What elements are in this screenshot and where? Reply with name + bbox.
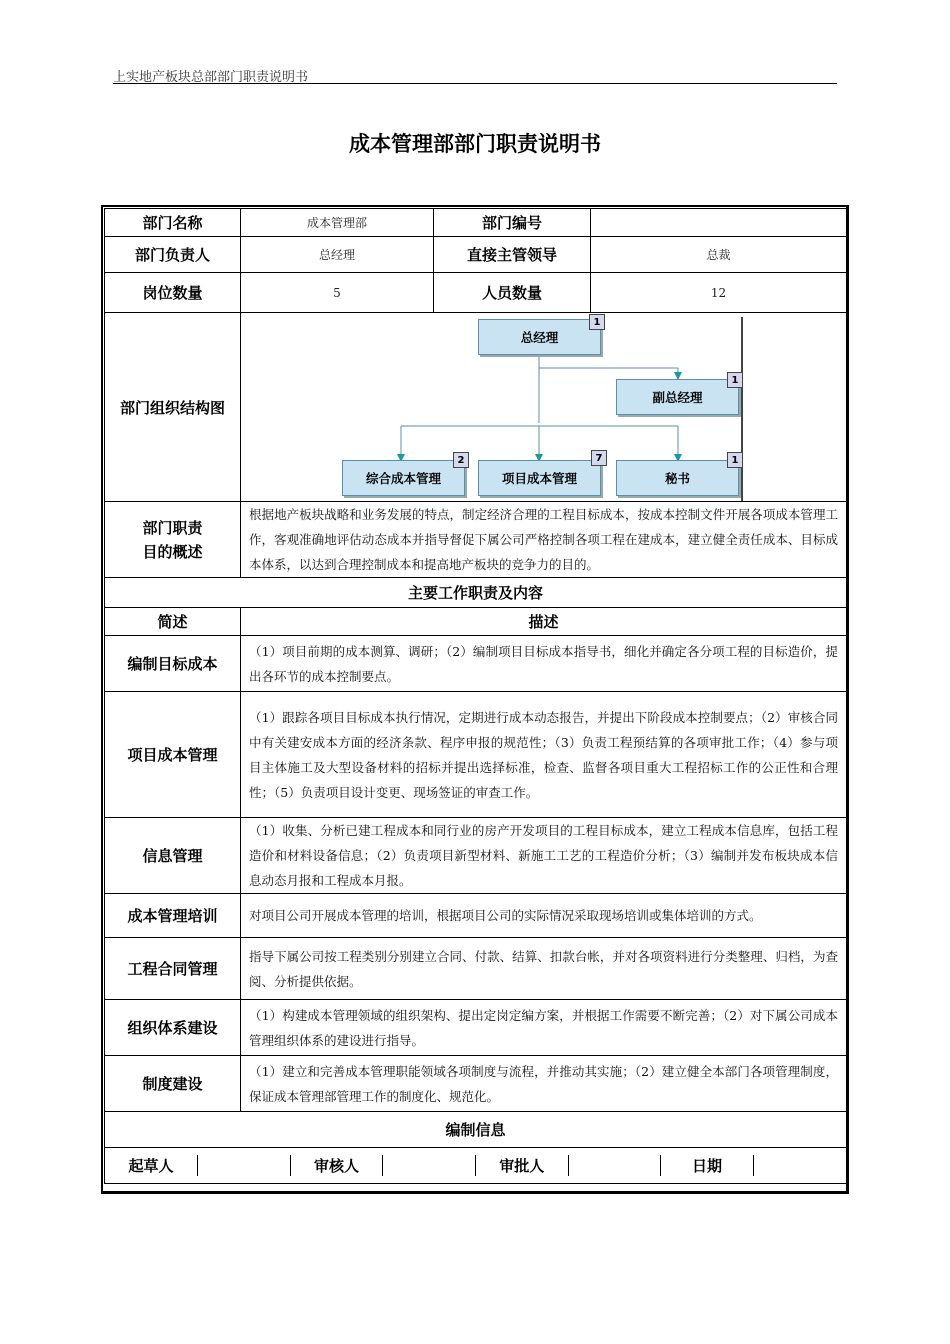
duty-row bbox=[105, 692, 847, 818]
responsibility-table bbox=[104, 208, 847, 1184]
org-row bbox=[105, 313, 847, 502]
reviewer-label: 审核人 bbox=[290, 1155, 383, 1176]
duty-row bbox=[105, 894, 847, 938]
duties-section-title: 主要工作职责及内容 bbox=[105, 578, 847, 608]
org-node-top-count: 1 bbox=[589, 314, 605, 330]
running-header: 上实地产板块总部部门职责说明书 bbox=[113, 70, 309, 85]
duty-brief: 项目成本管理 bbox=[105, 692, 241, 818]
approver-label: 审批人 bbox=[476, 1155, 569, 1176]
head-value: 总经理 bbox=[241, 237, 434, 273]
posts-value: 5 bbox=[241, 273, 434, 313]
duty-brief: 工程合同管理 bbox=[105, 938, 241, 1000]
duty-brief: 组织体系建设 bbox=[105, 1000, 241, 1056]
approver-value bbox=[568, 1155, 661, 1176]
duty-row bbox=[105, 1056, 847, 1112]
info-row-3 bbox=[105, 273, 847, 313]
duty-desc: （1）建立和完善成本管理职能领域各项制度与流程，并推动其实施；（2）建立健全本部门各项管理制度，保证成本管理部管理工作的制度化、规范化。 bbox=[241, 1056, 847, 1112]
date-label: 日期 bbox=[661, 1155, 754, 1176]
duty-row bbox=[105, 818, 847, 894]
org-node-child-count: 2 bbox=[453, 452, 469, 468]
dept-no-value bbox=[591, 209, 847, 237]
duty-row bbox=[105, 938, 847, 1000]
reviewer-value bbox=[383, 1155, 476, 1176]
dept-name-label: 部门名称 bbox=[105, 209, 241, 237]
info-row-1 bbox=[105, 209, 847, 237]
drafter-label: 起草人 bbox=[105, 1155, 198, 1176]
info-row-2 bbox=[105, 237, 847, 273]
posts-label: 岗位数量 bbox=[105, 273, 241, 313]
duty-desc: 指导下属公司按工程类别分别建立合同、付款、结算、扣款台帐，并对各项资料进行分类整理、归档，为查阅、分析提供依据。 bbox=[241, 938, 847, 1000]
supervisor-label: 直接主管领导 bbox=[434, 237, 591, 273]
org-node-deputy-count: 1 bbox=[727, 372, 743, 388]
duty-brief: 制度建设 bbox=[105, 1056, 241, 1112]
staff-value: 12 bbox=[591, 273, 847, 313]
compile-cell bbox=[105, 1148, 847, 1184]
compile-section-title: 编制信息 bbox=[105, 1112, 847, 1148]
date-value bbox=[753, 1155, 846, 1176]
org-node-child: 综合成本管理 bbox=[342, 460, 465, 496]
org-chart-cell bbox=[241, 313, 847, 502]
org-node-child: 项目成本管理 bbox=[478, 460, 601, 496]
duty-desc: （1）跟踪各项目目标成本执行情况，定期进行成本动态报告，并提出下阶段成本控制要点；（2）审核合同中有关建安成本方面的经济条款、程序申报的规范性；（3）负责工程预结算的各项审批工作；（4）参与项目主体施工及大型设备材料的招标并提出选择标准，检查、监督各项目重大工程招标工作的公正性和合理性；（5）负责项目设计变更、现场签证的审查工作。 bbox=[241, 692, 847, 818]
duties-section-row bbox=[105, 578, 847, 608]
org-node-child-count: 1 bbox=[727, 452, 743, 468]
duty-row bbox=[105, 636, 847, 692]
col-brief-header: 简述 bbox=[105, 608, 241, 636]
duties-header-row bbox=[105, 608, 847, 636]
header-divider bbox=[113, 83, 837, 84]
duty-brief: 信息管理 bbox=[105, 818, 241, 894]
purpose-label-line: 目的概述 bbox=[142, 542, 203, 561]
duty-desc: 对项目公司开展成本管理的培训，根据项目公司的实际情况采取现场培训或集体培训的方式。 bbox=[241, 894, 847, 938]
org-node-child: 秘书 bbox=[616, 460, 739, 496]
duty-desc: （1）收集、分析已建工程成本和同行业的房产开发项目的工程目标成本，建立工程成本信息库，包括工程造价和材料设备信息；（2）负责项目新型材料、新施工工艺的工程造价分析；（3）编制并发布板块成本信息动态月报和工程成本月报。 bbox=[241, 818, 847, 894]
supervisor-value: 总裁 bbox=[591, 237, 847, 273]
drafter-value bbox=[198, 1155, 291, 1176]
org-node-child-count: 7 bbox=[591, 450, 607, 466]
col-desc-header: 描述 bbox=[241, 608, 847, 636]
page-title: 成本管理部部门职责说明书 bbox=[349, 132, 601, 156]
org-node-top: 总经理 bbox=[478, 319, 601, 355]
duty-desc: （1）项目前期的成本测算、调研；（2）编制项目目标成本指导书，细化并确定各分项工程的目标造价，提出各环节的成本控制要点。 bbox=[241, 636, 847, 692]
purpose-label-line: 部门职责 bbox=[142, 518, 203, 537]
org-chart bbox=[241, 313, 846, 501]
dept-no-label: 部门编号 bbox=[434, 209, 591, 237]
duty-row bbox=[105, 1000, 847, 1056]
compile-section-row bbox=[105, 1112, 847, 1148]
purpose-text: 根据地产板块战略和业务发展的特点，制定经济合理的工程目标成本，按成本控制文件开展各项成本管理工作，客观准确地评估动态成本并指导督促下属公司严格控制各项工程在建成本，建立健全责任成本、目标成本体系，以达到合理控制成本和提高地产板块的竞争力的目的。 bbox=[241, 502, 847, 578]
duty-desc: （1）构建成本管理领域的组织架构、提出定岗定编方案，并根据工作需要不断完善；（2）对下属公司成本管理组织体系的建设进行指导。 bbox=[241, 1000, 847, 1056]
dept-name-value: 成本管理部 bbox=[241, 209, 434, 237]
purpose-row bbox=[105, 502, 847, 578]
org-node-deputy: 副总经理 bbox=[616, 379, 739, 415]
head-label: 部门负责人 bbox=[105, 237, 241, 273]
staff-label: 人员数量 bbox=[434, 273, 591, 313]
org-chart-label: 部门组织结构图 bbox=[105, 313, 241, 502]
duty-brief: 编制目标成本 bbox=[105, 636, 241, 692]
compile-row bbox=[105, 1148, 847, 1184]
duty-brief: 成本管理培训 bbox=[105, 894, 241, 938]
purpose-label bbox=[105, 502, 241, 578]
signature-table bbox=[105, 1155, 846, 1176]
